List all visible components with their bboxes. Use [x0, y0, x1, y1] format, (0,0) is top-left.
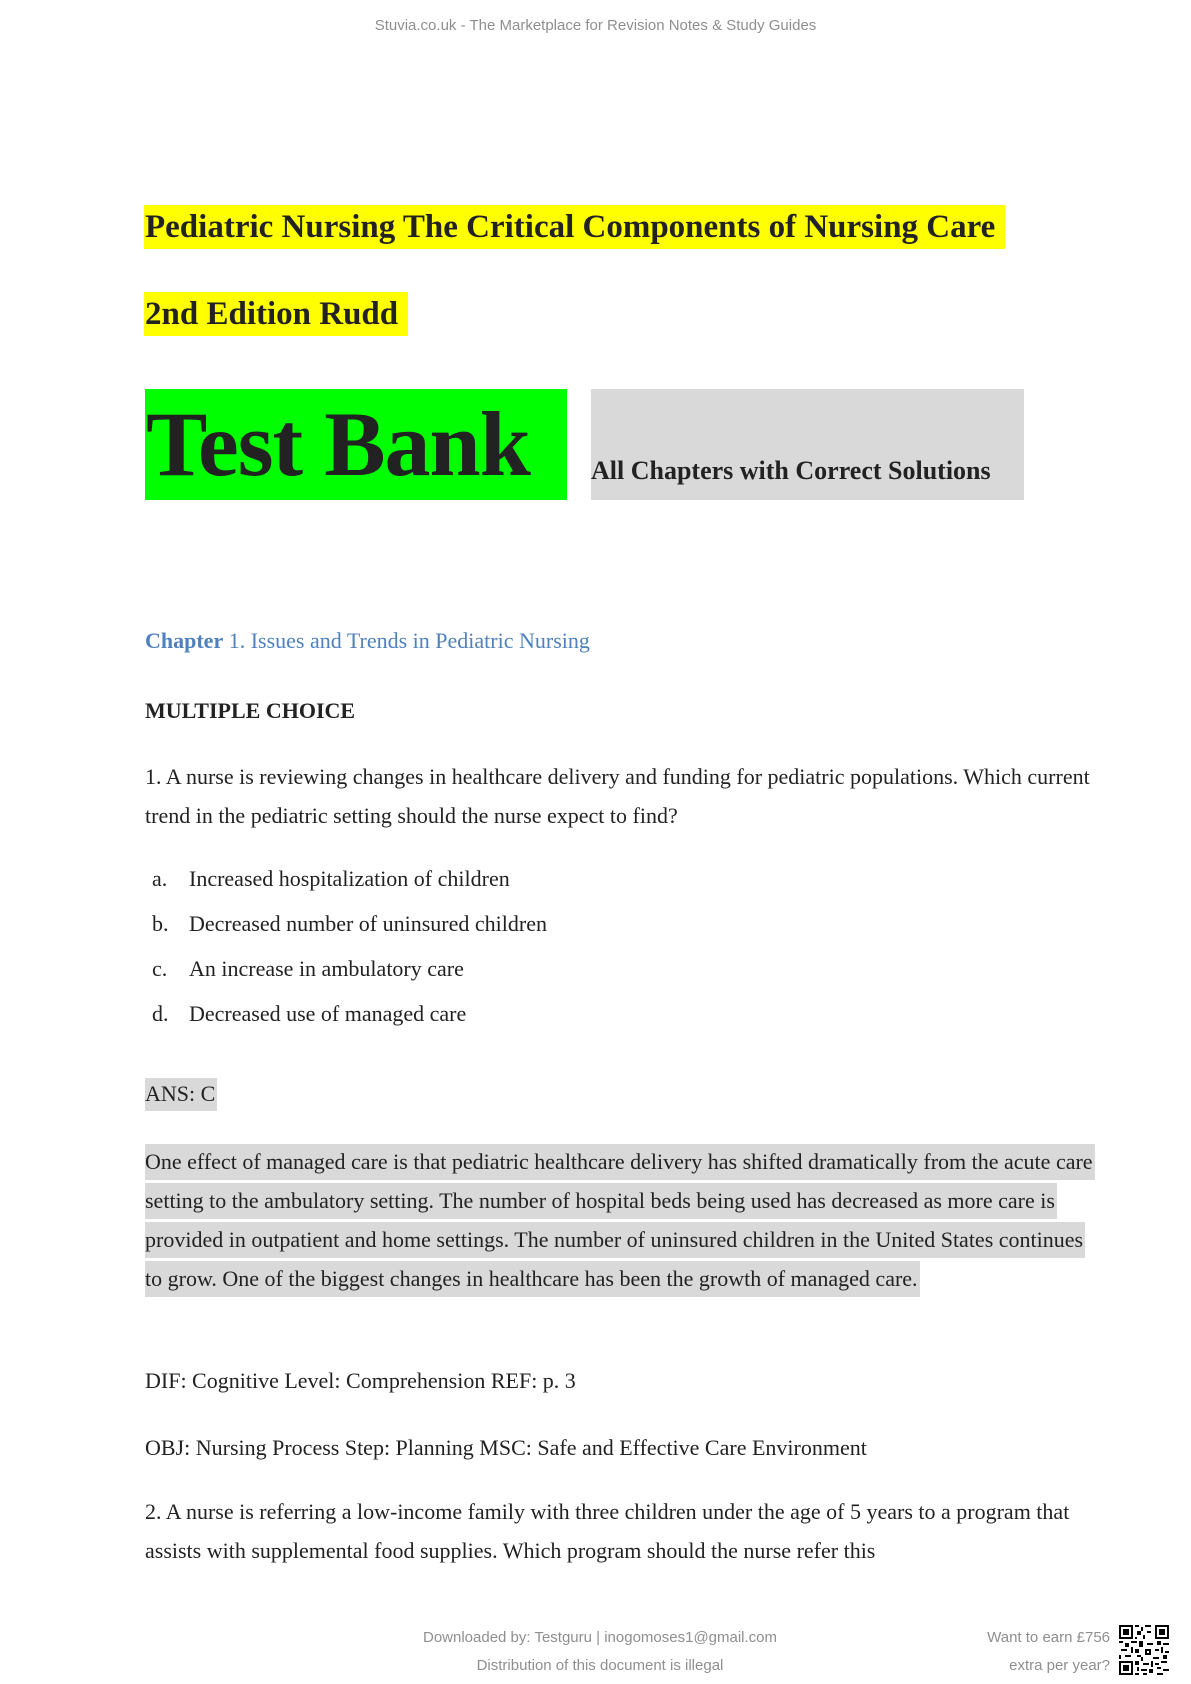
footer-distribution-notice: Distribution of this document is illegal	[476, 1657, 724, 1674]
chapter-prefix: Chapter	[145, 628, 224, 653]
option-letter: c.	[152, 956, 168, 981]
qr-code-icon[interactable]	[1119, 1625, 1169, 1675]
question-1-obj-msc: OBJ: Nursing Process Step: Planning MSC: Safe and Effective Care Environment	[145, 1435, 867, 1460]
subtitle-text: All Chapters with Correct Solutions	[591, 456, 991, 485]
question-1-option-d	[152, 1001, 466, 1027]
question-1-option-a	[152, 866, 510, 892]
chapter-title: 1. Issues and Trends in Pediatric Nursing	[228, 628, 590, 653]
option-text: Decreased use of managed care	[189, 1001, 467, 1026]
question-1-answer: ANS: C	[145, 1078, 217, 1111]
option-letter: d.	[152, 1001, 169, 1026]
question-1-dif-ref: DIF: Cognitive Level: Comprehension REF: p. 3	[145, 1368, 576, 1393]
book-title-line-1	[144, 209, 1005, 246]
question-1-option-b	[152, 911, 547, 937]
subtitle-box	[591, 389, 1024, 500]
book-title-text-2: 2nd Edition Rudd	[144, 292, 408, 336]
option-text: Increased hospitalization of children	[189, 866, 510, 891]
rationale-text: One effect of managed care is that pediatric healthcare delivery has shifted dramatically from the acute care setting to the ambulatory setting. The number of hospital beds being used has decreased as more care is provided in outpatient and home settings. The number of uninsured children in the United States continues to grow. One of the biggest changes in healthcare has been the growth of managed care.	[145, 1144, 1095, 1297]
section-heading: MULTIPLE CHOICE	[145, 698, 356, 723]
question-1-option-c	[152, 956, 464, 982]
option-letter: a.	[152, 866, 168, 891]
test-bank-label: Test Bank	[146, 393, 530, 495]
book-title-line-2	[144, 296, 408, 333]
footer-earn-line-1[interactable]: Want to earn £756	[987, 1629, 1110, 1646]
footer-downloaded-by: Downloaded by: Testguru | inogomoses1@gmail.com	[422, 1629, 778, 1646]
option-text: An increase in ambulatory care	[189, 956, 464, 981]
test-bank-banner	[145, 389, 567, 500]
question-2-text: 2. A nurse is referring a low-income family with three children under the age of 5 years to a program that assists with supplemental food supplies. Which program should the nurse refer this	[145, 1499, 1070, 1563]
stuvia-watermark-header: Stuvia.co.uk - The Marketplace for Revision Notes & Study Guides	[374, 17, 817, 34]
question-1-rationale	[145, 1142, 1095, 1298]
option-letter: b.	[152, 911, 169, 936]
book-title-text-1: Pediatric Nursing The Critical Components of Nursing Care	[144, 205, 1005, 249]
option-text: Decreased number of uninsured children	[189, 911, 547, 936]
chapter-heading	[145, 628, 590, 654]
footer-earn-line-2[interactable]: extra per year?	[1009, 1657, 1110, 1674]
question-1-text: 1. A nurse is reviewing changes in healthcare delivery and funding for pediatric populations. Which current trend in the pediatric setting should the nurse expect to find?	[145, 764, 1090, 828]
